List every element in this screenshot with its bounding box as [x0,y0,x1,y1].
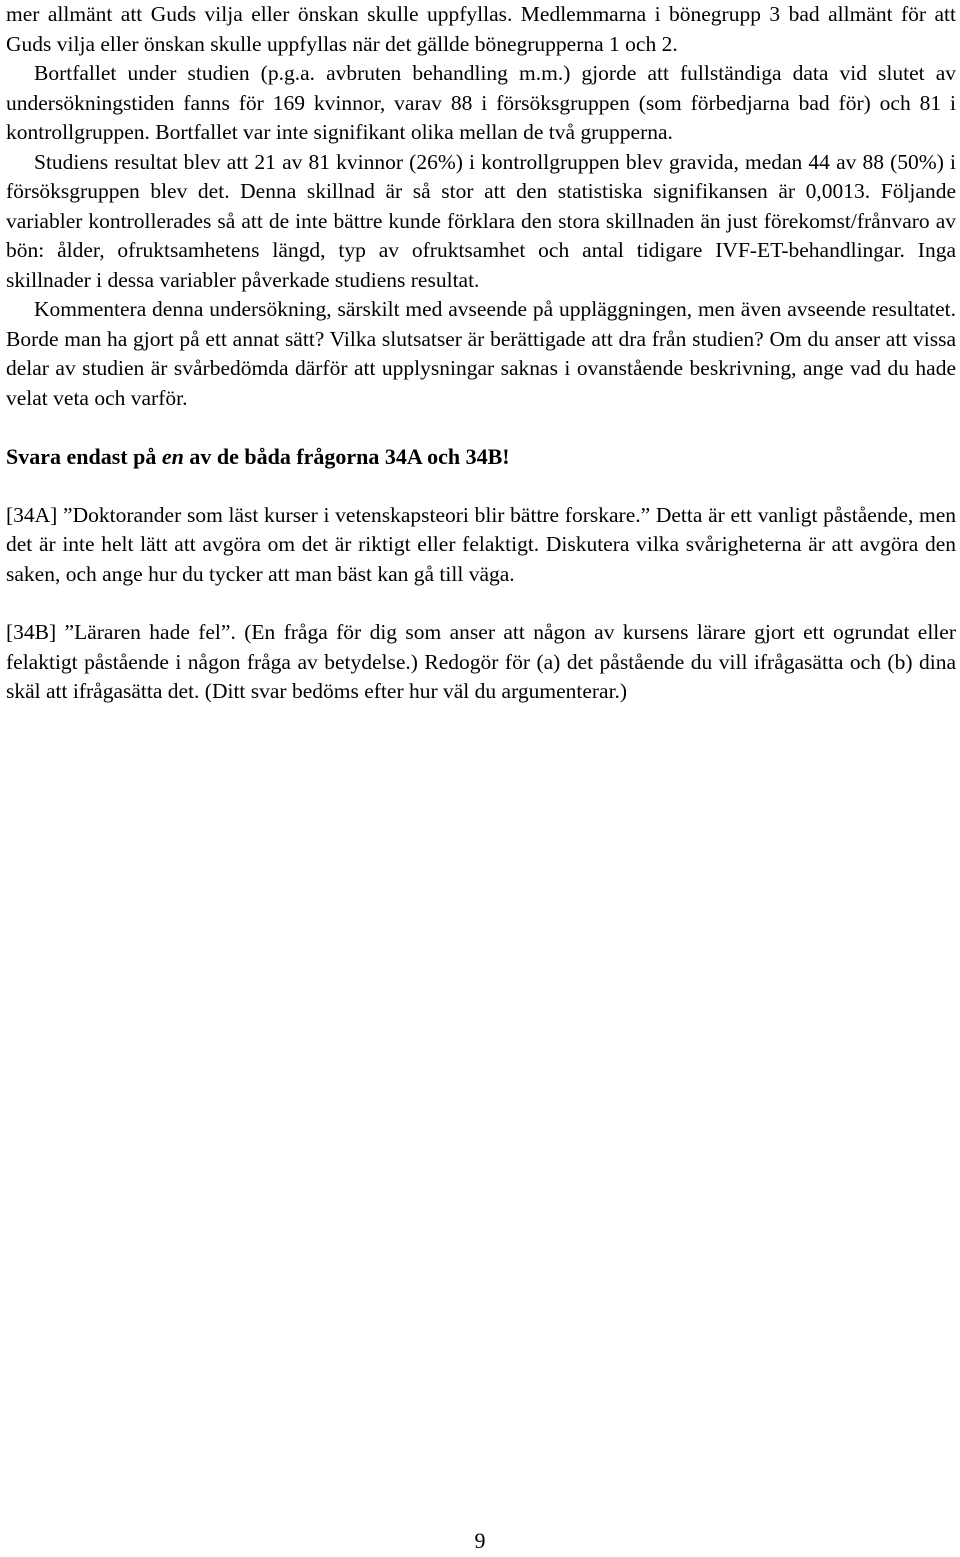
instruction-before: Svara endast på [6,444,162,469]
document-page [6,0,956,707]
paragraph-prayer-groups: mer allmänt att Guds vilja eller önskan skulle uppfyllas. Medlemmarna i bönegrupp 3 bad allmänt för att Guds vilja eller önskan skulle uppfyllas när det gällde bönegrupperna 1 och 2. [6,2,956,56]
page-number: 9 [474,1528,486,1553]
paragraph-dropout: Bortfallet under studien (p.g.a. avbruten behandling m.m.) gjorde att fullständiga data vid slutet av undersökningstiden fanns för 169 kvinnor, varav 88 i försöksgruppen (som förbedjarna bad för) och 81 i kontrollgruppen. Bortfallet var inte signifikant olika mellan de två grupperna. [6,61,956,144]
instruction-emphasis: en [161,444,184,469]
question-34b: [34B] ”Läraren hade fel”. (En fråga för dig som anser att någon av kursens lärare gjort ett ogrundat eller felaktigt påstående i någon fråga av betydelse.) Redogör för (a) det påstående du vill ifrågasätta och (b) dina skäl att ifrågasätta det. (Ditt svar bedöms efter hur väl du argumenterar.) [6,620,956,703]
answer-instruction-heading [6,442,956,472]
question-34a: [34A] ”Doktorander som läst kurser i vetenskapsteori blir bättre forskare.” Detta är ett vanligt påstående, men det är inte helt lätt att avgöra om det är riktigt eller felaktigt. Diskutera vilka svårigheterna är att avgöra den saken, och ange hur du tycker att man bäst kan gå till väga. [6,502,956,586]
paragraph-results: Studiens resultat blev att 21 av 81 kvinnor (26%) i kontrollgruppen blev gravida, medan 44 av 88 (50%) i försöksgruppen blev det. Denna skillnad är så stor att den statistiska signifikansen är 0,0013. Följande variabler kontrollerades så att de inte bättre kunde förklara den stora skillnaden än just förekomst/frånvaro av bön: ålder, ofruktsamhetens längd, typ av ofruktsamhet och antal tidigare IVF-ET-behandlingar. Inga skillnader i dessa variabler påverkade studiens resultat. [6,149,956,292]
instruction-after: av de båda frågorna 34A och 34B! [183,444,510,469]
paragraph-task-comment: Kommentera denna undersökning, särskilt med avseende på uppläggningen, men även avseende resultatet. Borde man ha gjort på ett annat sätt? Vilka slutsatser är berättigade att dra från studien? Om du anser att vissa delar av studien är svårbedömda därför att upplysningar saknas i ovanstående beskrivning, ange vad du hade velat veta och varför. [6,297,956,410]
